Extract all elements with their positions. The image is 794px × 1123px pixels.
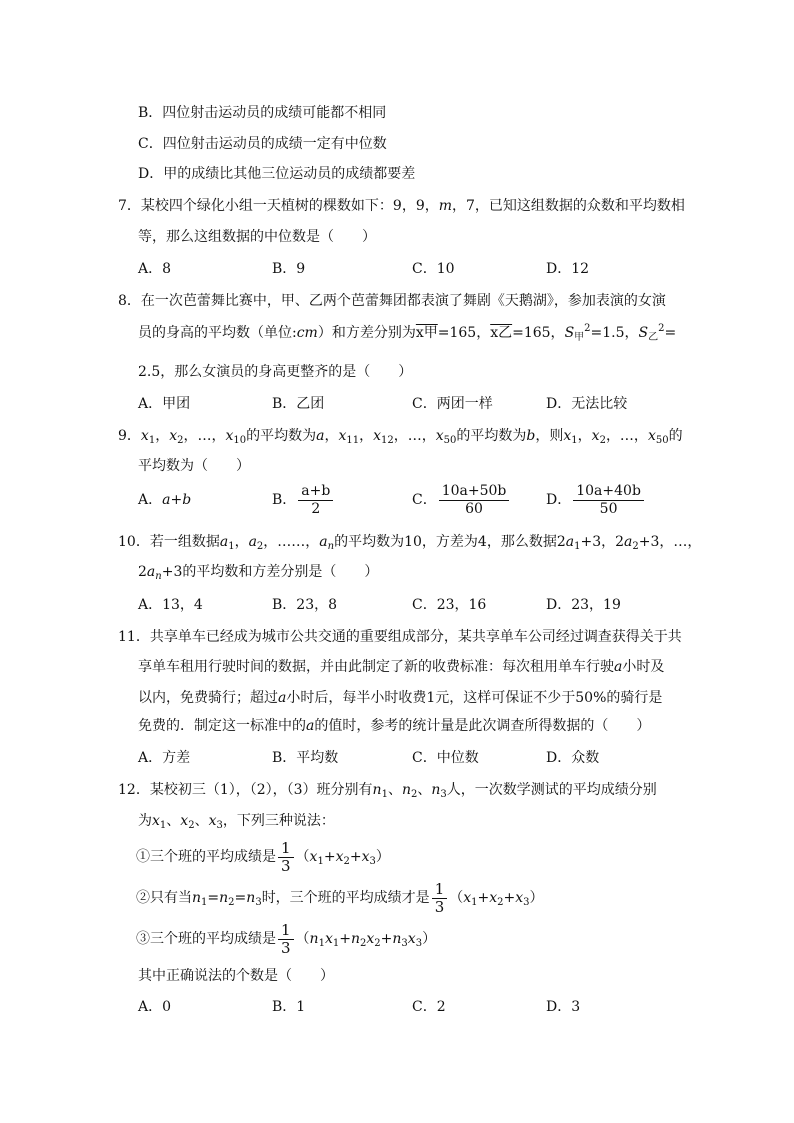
q7-option-d: D．12 <box>546 261 590 277</box>
fraction: $\frac{10a+40b}{50}$ <box>573 483 644 518</box>
fraction: $\frac{10a+50b}{60}$ <box>439 483 510 518</box>
q6-option-d: D．甲的成绩比其他三位运动员的成绩都要差 <box>138 166 416 182</box>
q8-option-c: C．两团一样 <box>412 396 493 412</box>
q11-option-b: B．平均数 <box>272 750 339 766</box>
q7-stem-line2: 等，那么这组数据的中位数是（ ） <box>138 229 376 245</box>
q12-option-d: D．3 <box>546 999 581 1015</box>
q12-option-c: C．2 <box>412 999 446 1015</box>
q6-option-c: C．四位射击运动员的成绩一定有中位数 <box>138 136 387 152</box>
q12-stem-line1: 12．某校初三（1），（2），（3）班分别有$n_1$、$n_2$、$n_3$人，一次数学测试的平均成绩分别 <box>118 782 657 800</box>
q9-option-c: C． $\frac{10a+50b}{60}$ <box>412 481 511 519</box>
q12-statement-3: ③三个班的平均成绩是 $\frac{1}{3}$ $(n_1x_1+n_2x_2+n_3x_3)$ <box>136 920 437 957</box>
q11-option-c: C．中位数 <box>412 750 479 766</box>
fraction-one-third: $\frac{1}{3}$ <box>432 881 448 916</box>
q12-question: 其中正确说法的个数是（ ） <box>138 968 334 984</box>
q8-stem-line1: 8．在一次芭蕾舞比赛中，甲、乙两个芭蕾舞团都表演了舞剧《天鹅湖》，参加表演的女演 <box>118 293 666 309</box>
q11-stem-line1: 11．共享单车已经成为城市公共交通的重要组成部分，某共享单车公司经过调查获得关于共 <box>118 629 682 645</box>
q8-stem-line3: 2.5，那么女演员的身高更整齐的是（ ） <box>138 364 413 380</box>
q10-option-a: A．13，4 <box>138 597 203 613</box>
q11-stem-line2: 享单车租用行驶时间的数据，并由此制定了新的收费标准：每次租用单车行驶a小时及 <box>138 659 665 675</box>
fraction: $\frac{a+b}{2}$ <box>298 483 333 518</box>
q10-option-c: C．23，16 <box>412 597 487 613</box>
q7-option-a: A．8 <box>138 261 172 277</box>
q9-option-d: D． $\frac{10a+40b}{50}$ <box>546 481 646 519</box>
q12-statement-2: ②只有当$n_1=n_2=n_3$时，三个班的平均成绩才是 $\frac{1}{3}$ $(x_1+x_2+x_3)$ <box>136 879 544 916</box>
q7-option-c: C．10 <box>412 261 455 277</box>
q7-stem-line1: 7．某校四个绿化小组一天植树的棵数如下：9，9，m，7，已知这组数据的众数和平均数相 <box>118 198 685 214</box>
q8-stem-line2: 员的身高的平均数（单位:cm）和方差分别为x甲=165，x乙=165，$S_甲^2=1.5$，$S_乙^2=$ <box>138 323 677 343</box>
q8-option-b: B．乙团 <box>272 396 325 412</box>
q8-option-a: A．甲团 <box>138 396 191 412</box>
q6-option-b: B．四位射击运动员的成绩可能都不相同 <box>138 105 387 121</box>
q12-option-a: A．0 <box>138 999 172 1015</box>
q11-stem-line3: 以内，免费骑行；超过a小时后，每半小时收费1元，这样可保证不少于50%的骑行是 <box>138 690 663 706</box>
q11-option-a: A．方差 <box>138 750 191 766</box>
q7-option-b: B．9 <box>272 261 306 277</box>
q12-option-b: B．1 <box>272 999 306 1015</box>
q12-statement-1: ①三个班的平均成绩是 $\frac{1}{3}$ $(x_1+x_2+x_3)$ <box>136 838 390 875</box>
q10-option-b: B．23，8 <box>272 597 338 613</box>
q9-option-a: A．a+b <box>138 492 192 508</box>
q9-stem-line2: 平均数为（ ） <box>138 458 250 474</box>
q11-stem-line4: 免费的．制定这一标准中的a的值时，参考的统计量是此次调查所得数据的（ ） <box>138 718 651 734</box>
q9-stem-line1: 9．$x_1$，$x_2$，…，$x_{10}$的平均数为a，$x_{11}$，$x_{12}$，…，$x_{50}$的平均数为b，则$x_1$，$x_2$，…，$x_{50}$的 <box>118 428 683 446</box>
fraction-one-third: $\frac{1}{3}$ <box>278 840 294 875</box>
q10-stem-line1: 10．若一组数据$a_1$，$a_2$，……，$a_n$的平均数为10，方差为4，那么数据$2a_1+3$，$2a_2+3$，…， <box>118 534 702 552</box>
q10-stem-line2: $2a_n+3$的平均数和方差分别是（ ） <box>138 564 379 582</box>
q9-option-b: B． $\frac{a+b}{2}$ <box>272 481 335 519</box>
q11-option-d: D．众数 <box>546 750 600 766</box>
q8-option-d: D．无法比较 <box>546 396 628 412</box>
fraction-one-third: $\frac{1}{3}$ <box>278 922 294 957</box>
q12-stem-line2: 为$x_1$、$x_2$、$x_3$，下列三种说法： <box>138 813 335 831</box>
q10-option-d: D．23，19 <box>546 597 621 613</box>
